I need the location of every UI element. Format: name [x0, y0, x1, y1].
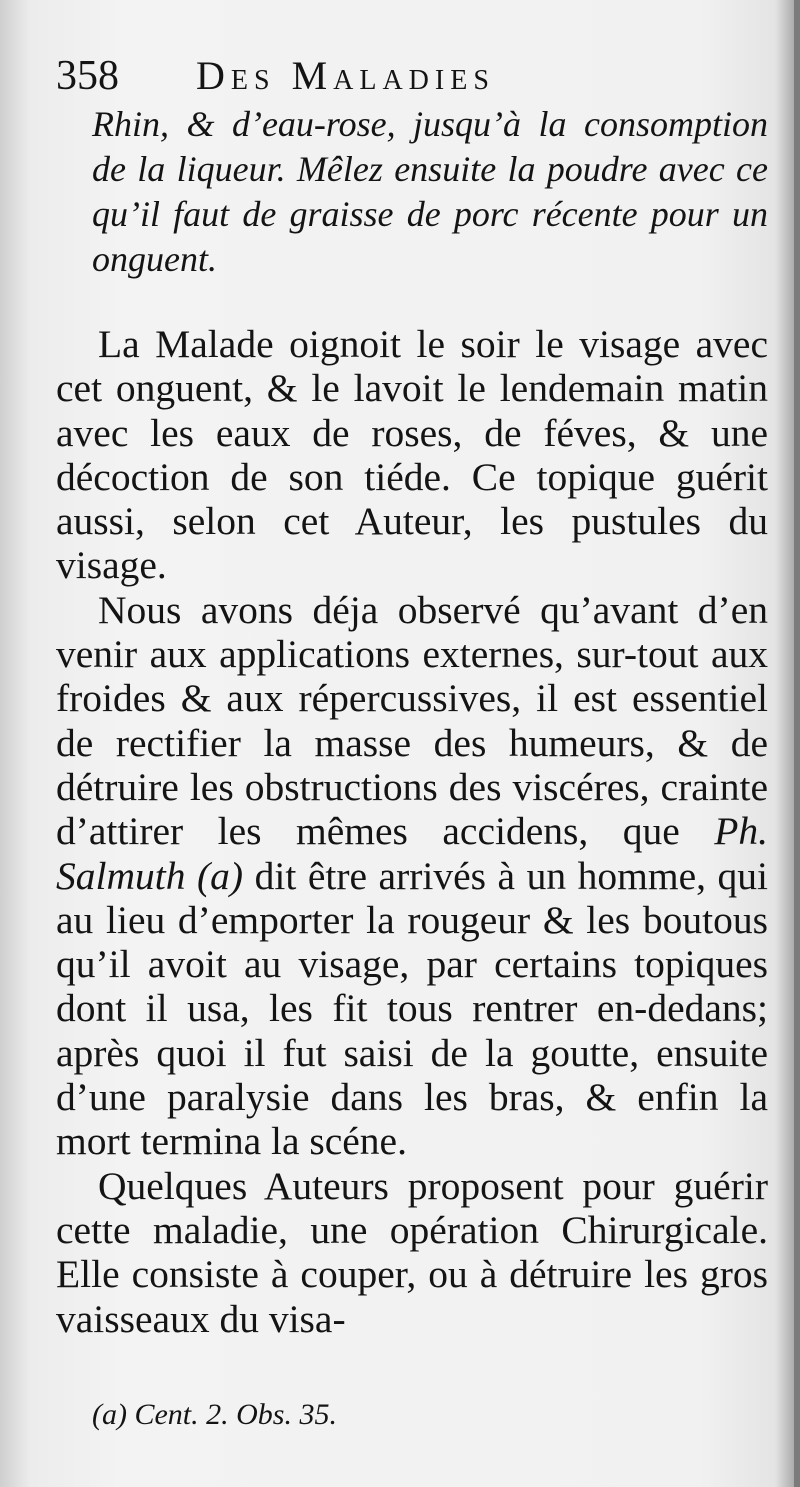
paragraph-2-part-b: dit être arrivés à un homme, qui au lieu d’emporter la rougeur & les boutous qu’il avoit au visage, par certains topiques dont il usa, les fit tous rentrer en-dedans; après quoi il fut saisi de la goutte, ensuite d’une paralysie dans les bras, & enfin la mort termina la scéne. [56, 853, 768, 1164]
body-text [56, 322, 768, 1341]
page-number: 358 [56, 53, 119, 99]
paragraph-1: La Malade oignoit le soir le visage avec cet onguent, & le lavoit le lendemain matin avec les eaux de roses, de féves, & une décoction de son tiéde. Ce topique guérit aussi, selon cet Auteur, les pustules du visage. [56, 322, 768, 588]
page-edge-shadow [794, 0, 800, 1487]
recipe-continuation: Rhin, & d’eau-rose, jusqu’à la consomption de la liqueur. Mêlez ensuite la poudre avec ce qu’il faut de graisse de porc récente pour un onguent. [92, 104, 768, 279]
paragraph-3: Quelques Auteurs proposent pour guérir cette maladie, une opération Chirurgicale. Elle consiste à couper, ou à détruire les gros vaisseaux du visa- [56, 1163, 768, 1341]
paragraph-2 [56, 588, 768, 1164]
footnote: (a) Cent. 2. Obs. 35. [92, 1398, 337, 1431]
paragraph-2-part-a: Nous avons déja observé qu’avant d’en venir aux applications externes, sur-tout aux froides & aux répercussives, il est essentiel de rectifier la masse des humeurs, & de détruire les obstructions des viscéres, crainte d’attirer les mêmes accidens, que [56, 587, 768, 854]
footnote-marker: (a) [185, 853, 255, 898]
author-reference: Ph. Salmuth [56, 809, 769, 898]
running-title: Des Maladies [196, 53, 495, 98]
page-header [56, 52, 740, 106]
